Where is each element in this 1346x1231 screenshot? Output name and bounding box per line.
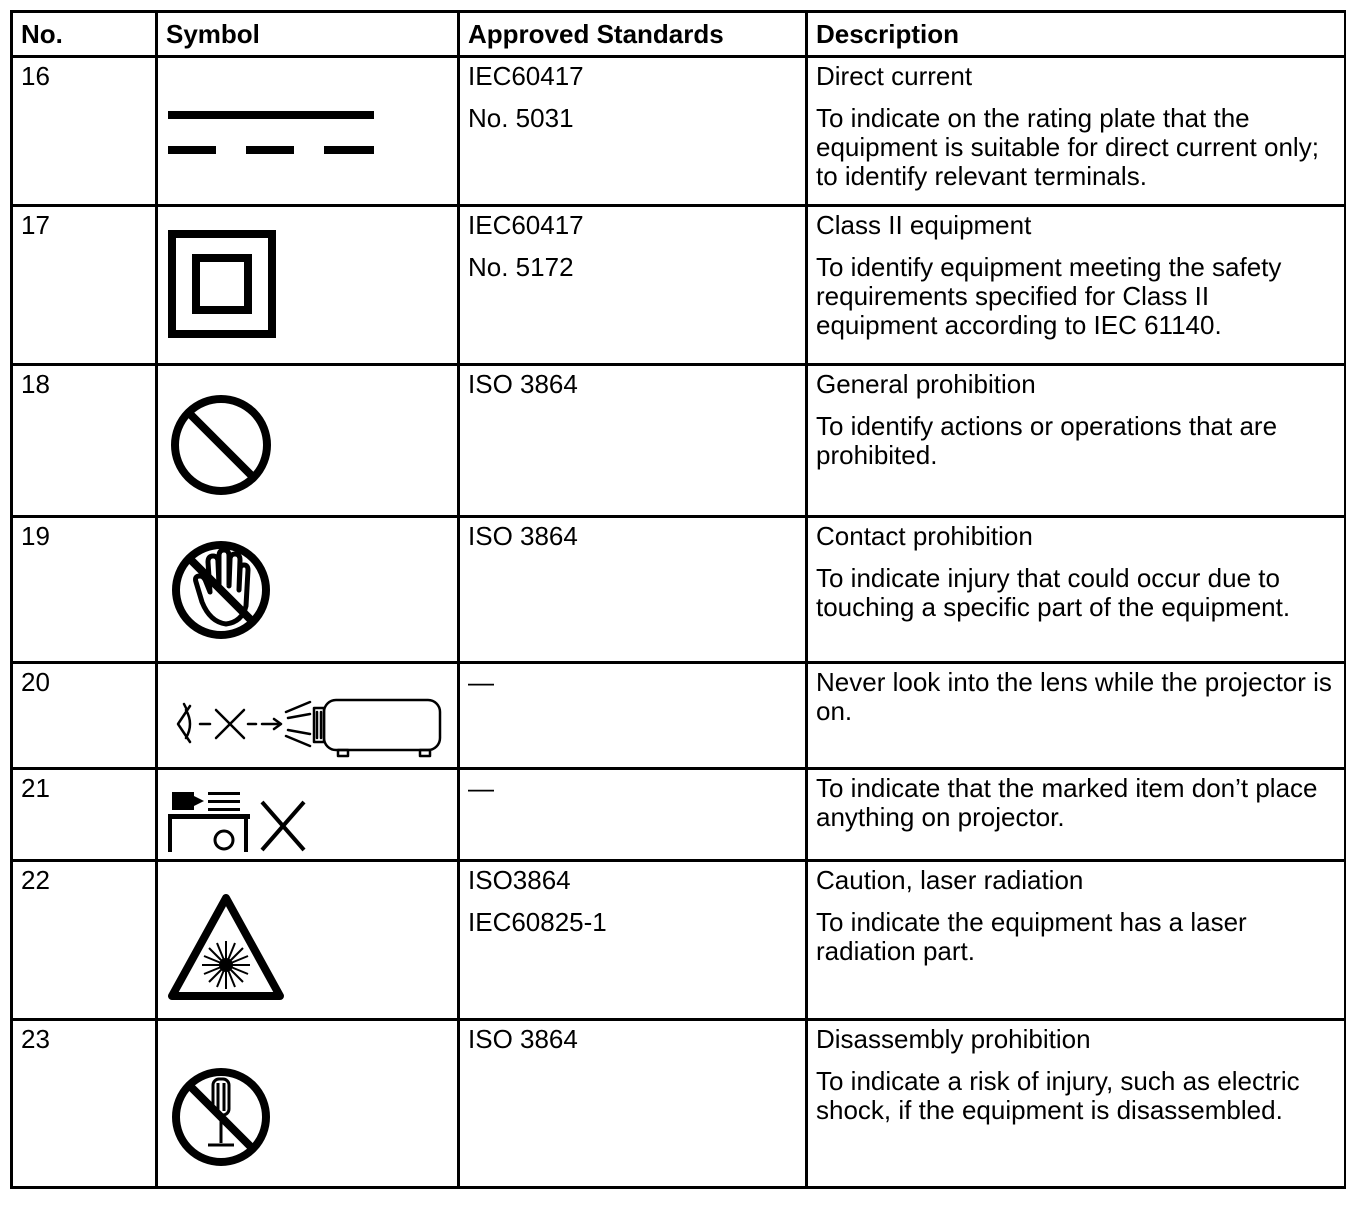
symbol-cell [157, 663, 459, 769]
header-description: Description [807, 12, 1346, 57]
description-cell [807, 1020, 1346, 1188]
row-number: 22 [12, 861, 157, 1020]
standard-line: — [468, 773, 494, 803]
description-text: Never look into the lens while the projector is on. [816, 667, 1332, 726]
row-number: 17 [12, 206, 157, 365]
symbol-cell [157, 861, 459, 1020]
description-text: To identify actions or operations that are prohibited. [816, 411, 1278, 470]
table-row [12, 663, 1346, 769]
standard-line: IEC60417 [468, 61, 584, 91]
standards-cell [459, 517, 807, 663]
description-cell [807, 769, 1346, 861]
symbols-table [10, 10, 1346, 1189]
standard-line: IEC60825-1 [468, 907, 607, 937]
description-text: To indicate injury that could occur due to touching a specific part of the equipment. [816, 563, 1291, 622]
standards-cell [459, 769, 807, 861]
description-cell [807, 663, 1346, 769]
symbol-cell [157, 365, 459, 517]
standards-cell [459, 57, 807, 206]
header-no: No. [12, 12, 157, 57]
table-row [12, 365, 1346, 517]
row-number: 21 [12, 769, 157, 861]
table-row [12, 861, 1346, 1020]
header-symbol: Symbol [157, 12, 459, 57]
description-cell [807, 861, 1346, 1020]
description-title: Disassembly prohibition [816, 1024, 1091, 1054]
row-number: 19 [12, 517, 157, 663]
description-cell [807, 365, 1346, 517]
symbol-cell [157, 769, 459, 861]
table-row [12, 769, 1346, 861]
table-row [12, 517, 1346, 663]
table-row [12, 1020, 1346, 1188]
contact-prohibition-icon [158, 518, 454, 658]
standard-line: No. 5031 [468, 103, 574, 133]
standard-line: — [468, 667, 494, 697]
table-row [12, 206, 1346, 365]
standards-cell [459, 1020, 807, 1188]
standard-line: ISO 3864 [468, 1024, 578, 1054]
symbol-cell [157, 206, 459, 365]
standard-line: ISO 3864 [468, 521, 578, 551]
standards-cell [459, 365, 807, 517]
header-approved-standards: Approved Standards [459, 12, 807, 57]
row-number: 23 [12, 1020, 157, 1188]
description-text: To indicate on the rating plate that the equipment is suitable for direct current only; to identify relevant terminals. [816, 103, 1319, 191]
description-cell [807, 57, 1346, 206]
do-not-place-items-icon [158, 770, 454, 856]
symbol-cell [157, 1020, 459, 1188]
description-title: Contact prohibition [816, 521, 1033, 551]
class-ii-equipment-icon [158, 207, 454, 360]
standards-cell [459, 663, 807, 769]
description-title: Direct current [816, 61, 973, 91]
direct-current-icon [158, 58, 454, 196]
symbol-cell [157, 57, 459, 206]
standard-line: No. 5172 [468, 252, 574, 282]
header-row [12, 12, 1346, 57]
laser-radiation-icon [158, 862, 454, 1015]
disassembly-prohibition-icon [158, 1021, 454, 1183]
symbol-cell [157, 517, 459, 663]
description-text: To indicate that the marked item don’t place anything on projector. [816, 773, 1318, 832]
row-number: 20 [12, 663, 157, 769]
description-title: Caution, laser radiation [816, 865, 1084, 895]
description-text: To indicate a risk of injury, such as electric shock, if the equipment is disassembled. [816, 1066, 1300, 1125]
general-prohibition-icon [158, 366, 454, 512]
do-not-look-into-lens-icon [158, 664, 454, 764]
description-text: To indicate the equipment has a laser radiation part. [816, 907, 1247, 966]
row-number: 18 [12, 365, 157, 517]
description-text: To identify equipment meeting the safety requirements specified for Class II equipment according to IEC 61140. [816, 252, 1282, 340]
table-row [12, 57, 1346, 206]
row-number: 16 [12, 57, 157, 206]
description-title: Class II equipment [816, 210, 1032, 240]
standard-line: ISO3864 [468, 865, 571, 895]
description-title: General prohibition [816, 369, 1036, 399]
description-cell [807, 517, 1346, 663]
standards-cell [459, 861, 807, 1020]
description-cell [807, 206, 1346, 365]
standard-line: IEC60417 [468, 210, 584, 240]
standard-line: ISO 3864 [468, 369, 578, 399]
standards-cell [459, 206, 807, 365]
